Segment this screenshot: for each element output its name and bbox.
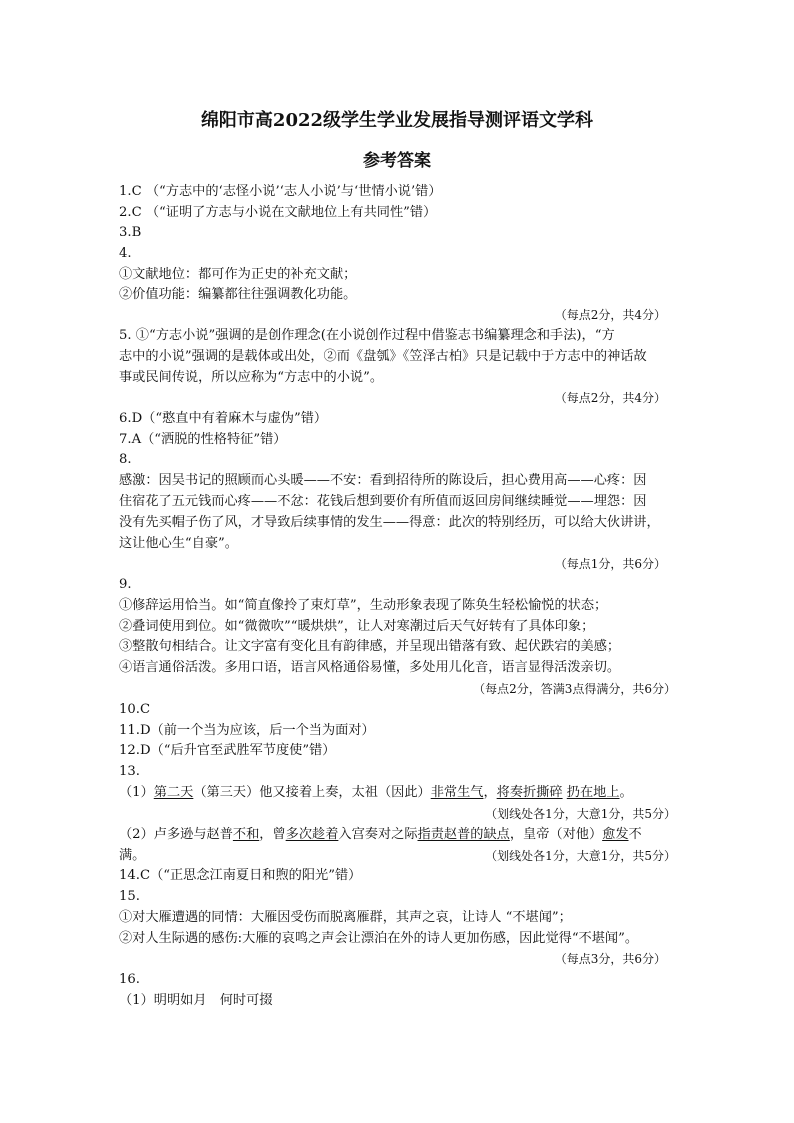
answer-q16-number: 16. [119,972,140,987]
underlined-key-phrase: 指责赵普的缺点 [417,827,510,842]
answer-q5-score: （每点2分，共4分） [554,391,666,405]
answer-q13-translation-1 [119,784,633,802]
answer-q15-score: （每点3分，共6分） [554,952,666,966]
answer-q10: 10.C [119,702,151,717]
answer-q6: 6.D（“憨直中有着麻木与虚伪”错） [119,411,328,426]
answer-q4-point-1: ①文献地位：都可作为正史的补充文献； [119,267,357,282]
answer-q11: 11.D（前一个当为应该，后一个当为面对） [119,723,375,738]
answer-q13-number: 13. [119,764,140,779]
document-subtitle: 参考答案 [363,151,431,171]
answer-q13-1-score: （划线处各1分，大意1分，共5分） [485,807,676,821]
answer-q14: 14.C（“正思念江南夏日和煦的阳光”错） [119,868,362,883]
answer-q8-line-1: 感激：因吴书记的照顾而心头暖——不安：看到招待所的陈设后，担心费用高——心疼：因 [119,473,647,488]
answer-q8-line-4: 这让他心生“自豪”。 [119,536,238,551]
answer-q4-number: 4. [119,246,132,261]
underlined-key-phrase: 愈发 [602,827,629,842]
text-segment: （第三天）他又接着上奏，太祖（因此） [193,785,431,800]
answer-q13-2-score: （划线处各1分，大意1分，共5分） [485,849,676,863]
text-segment: （2）卢多逊与赵普 [119,827,233,842]
underlined-key-phrase: 第二天 [153,785,194,800]
answer-q8-number: 8. [119,452,132,467]
answer-q9-point-2: ②叠词使用到位。如“微微吹”“暖烘烘”，让人对寒潮过后天气好转有了具体印象； [119,619,595,634]
answer-q13-translation-2-cont: 满。 [119,848,146,863]
document-title: 绵阳市高2022级学生学业发展指导测评语文学科 [200,110,594,131]
answer-q9-point-1: ①修辞运用恰当。如“简直像拎了束灯草”，生动形象表现了陈奂生轻松愉悦的状态； [119,598,608,613]
answer-q5-line-2: 志中的小说”强调的是载体或出处，②而《盘瓠》《笠泽古柏》只是记载中于方志中的神话故 [119,349,647,364]
answer-q5-line-3: 事或民间传说，所以应称为“方志中的小说”。 [119,370,384,385]
text-segment: 。 [619,785,633,800]
answer-q15-point-2: ②对人生际遇的感伤:大雁的哀鸣之声会让漂泊在外的诗人更加伤感，因此觉得“不堪闻”。 [119,931,639,946]
answer-q3: 3.B [119,225,142,240]
answer-q9-point-4: ④语言通俗活泼。多用口语，语言风格通俗易懂，多处用儿化音，语言显得活泼亲切。 [119,660,621,675]
underlined-key-phrase: 不和 [232,827,260,842]
text-segment: ，皇帝（对他） [509,827,603,842]
answer-q1: 1.C （“方志中的‘志怪小说’‘志人小说’与‘世情小说’错） [119,184,442,199]
underlined-key-phrase: 非常生气 [430,785,484,800]
text-segment: （1） [119,785,154,800]
text-segment: 入宫奏对之际 [338,827,418,842]
text-segment: ， [483,785,497,800]
answer-q15-point-1: ①对大雁遭遇的同情：大雁因受伤而脱离雁群，其声之哀，让诗人 “不堪闻”； [119,910,572,925]
answer-q16-1: （1）明明如月 何时可掇 [119,993,273,1008]
answer-q4-score: （每点2分，共4分） [554,308,666,322]
answer-q7: 7.A（“洒脱的性格特征”错） [119,432,287,447]
answer-q9-point-3: ③整散句相结合。让文字富有变化且有韵律感，并呈现出错落有致、起伏跌宕的美感； [119,639,621,654]
answer-q13-translation-2 [119,826,642,844]
answer-q8-line-2: 住宿花了五元钱而心疼——不忿：花钱后想到要价有所值而返回房间继续睡觉——埋怨：因 [119,494,647,509]
answer-q9-number: 9. [119,577,132,592]
underlined-key-phrase: 多次趁着 [285,827,339,842]
answer-q15-number: 15. [119,889,140,904]
answer-q8-line-3: 没有先买帽子伤了风，才导致后续事情的发生——得意：此次的特别经历，可以给大伙讲讲， [119,515,660,530]
underlined-key-phrase: 扔在地上 [566,785,620,800]
answer-q4-point-2: ②价值功能：编纂都往往强调教化功能。 [119,287,357,302]
answer-q5-line-1: 5. ①“方志小说”强调的是创作理念(在小说创作过程中借鉴志书编纂理念和手法)，“方 [119,328,615,343]
underlined-key-phrase: 将奏折撕碎 [496,785,563,800]
answer-q9-score: （每点2分，答满3点得满分，共6分） [473,682,676,696]
answer-q12: 12.D（“后升官至武胜军节度使”错） [119,743,336,758]
text-segment: ，曾 [259,827,286,842]
answer-q2: 2.C （“证明了方志与小说在文献地位上有共同性”错） [119,205,437,220]
text-segment: 不 [628,827,642,842]
answer-q8-score: （每点1分，共6分） [554,557,666,571]
